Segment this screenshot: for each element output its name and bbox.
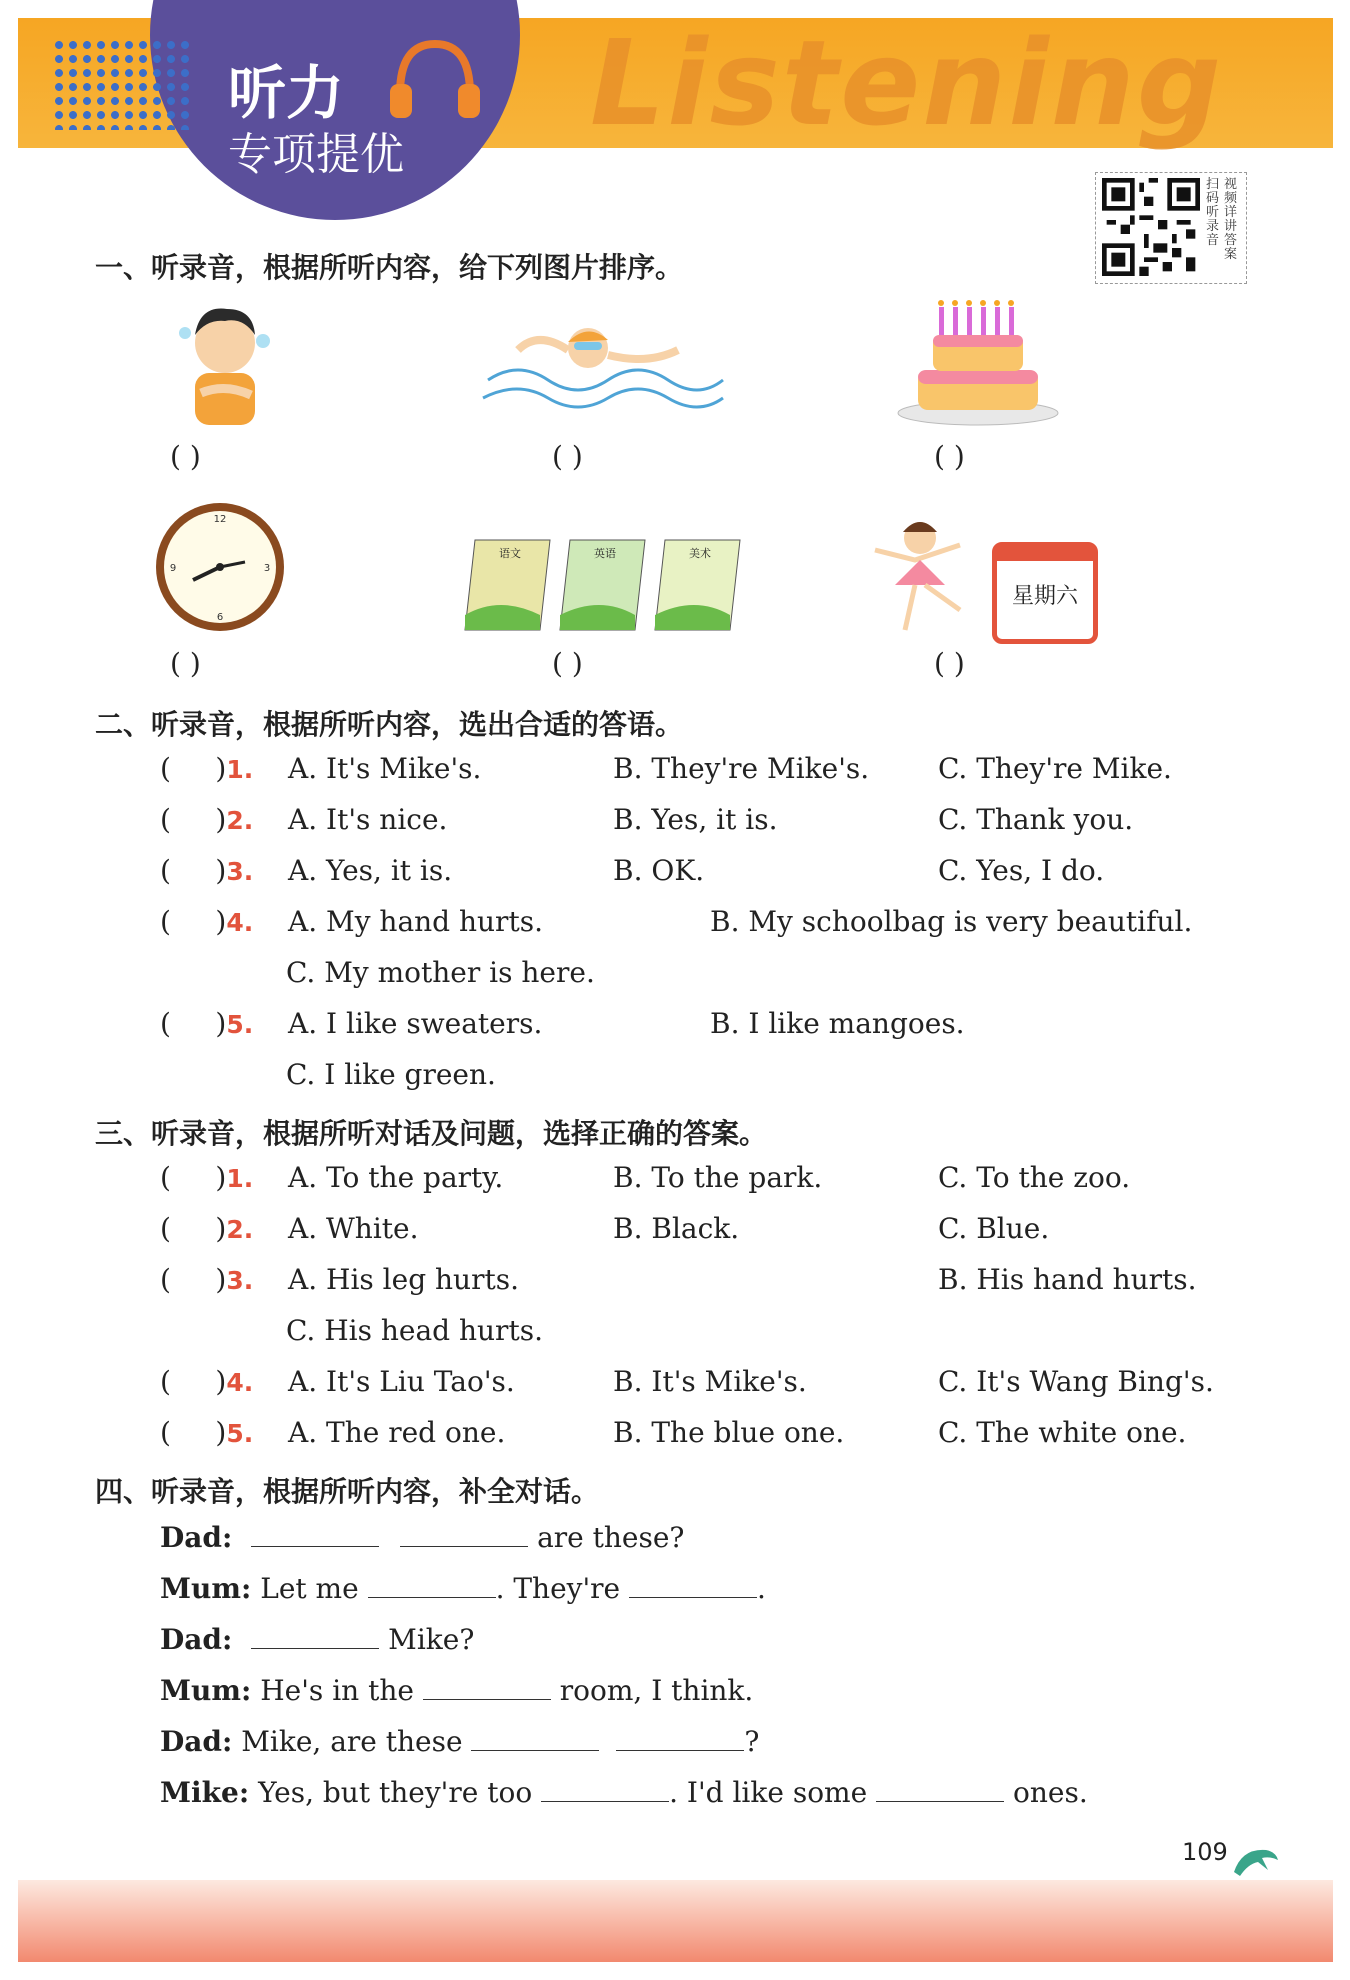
speaker: Mum:	[160, 1674, 252, 1707]
speaker: Dad:	[160, 1725, 233, 1758]
s2-q5-option-c[interactable]: C. I like green.	[286, 1058, 496, 1091]
dialogue-text: .	[757, 1572, 766, 1605]
s3-q1-option-c[interactable]: C. To the zoo.	[938, 1161, 1131, 1194]
s2-q2-option-b[interactable]: B. Yes, it is.	[613, 803, 778, 836]
s3-q4-option-c[interactable]: C. It's Wang Bing's.	[938, 1365, 1214, 1398]
speaker: Dad:	[160, 1521, 233, 1554]
blank-input[interactable]	[368, 1571, 496, 1598]
answer-paren-2[interactable]: ( )	[552, 440, 583, 473]
s2-q1-option-c[interactable]: C. They're Mike.	[938, 752, 1172, 785]
blank-input[interactable]	[629, 1571, 757, 1598]
answer-paren-3[interactable]: ( )	[934, 440, 965, 473]
s3-q4-paren[interactable]: ( )4.	[160, 1365, 254, 1398]
calendar-text: 星期六	[1011, 584, 1078, 609]
s3-q1-paren[interactable]: ( )1.	[160, 1161, 254, 1194]
s3-q5-paren[interactable]: ( )5.	[160, 1416, 254, 1449]
s3-q3-option-a[interactable]: A. His leg hurts.	[288, 1263, 519, 1296]
dialogue-line-3	[160, 1622, 474, 1656]
dancing-girl-icon	[865, 510, 975, 645]
dialogue-text: room, I think.	[559, 1674, 754, 1707]
dialogue-text: Let me	[260, 1572, 359, 1605]
question-number: 3.	[226, 857, 254, 886]
dialogue-line-6	[160, 1775, 1088, 1809]
headphones-icon	[385, 34, 485, 124]
section2-title: 二、听录音，根据所听内容，选出合适的答语。	[95, 708, 684, 741]
s2-q2-option-a[interactable]: A. It's nice.	[288, 803, 448, 836]
answer-paren-4[interactable]: ( )	[170, 647, 201, 680]
cold-boy-icon	[165, 295, 285, 430]
dialogue-text: ones.	[1012, 1776, 1088, 1809]
dialogue-line-5	[160, 1724, 759, 1758]
s3-q3-paren[interactable]: ( )3.	[160, 1263, 254, 1296]
blank-input[interactable]	[471, 1724, 599, 1751]
s2-q3-option-b[interactable]: B. OK.	[613, 854, 705, 887]
s3-q4-option-b[interactable]: B. It's Mike's.	[613, 1365, 807, 1398]
s3-q2-paren[interactable]: ( )2.	[160, 1212, 254, 1245]
svg-text:6: 6	[216, 612, 224, 623]
s3-q2-option-c[interactable]: C. Blue.	[938, 1212, 1050, 1245]
qr-text-left: 扫码听录音	[1206, 177, 1220, 248]
s3-q5-option-c[interactable]: C. The white one.	[938, 1416, 1187, 1449]
blank-input[interactable]	[541, 1775, 669, 1802]
blank-input[interactable]	[876, 1775, 1004, 1802]
blank-input[interactable]	[400, 1520, 528, 1547]
s2-q3-paren[interactable]: ( )3.	[160, 854, 254, 887]
section1-title: 一、听录音，根据所听内容，给下列图片排序。	[95, 251, 684, 284]
dialogue-line-2	[160, 1571, 766, 1605]
header-watermark: Listening	[590, 14, 1224, 152]
dialogue-text: . I'd like some	[669, 1776, 868, 1809]
answer-paren-5[interactable]: ( )	[552, 647, 583, 680]
dialogue-text: are these?	[537, 1521, 685, 1554]
answer-paren-1[interactable]: ( )	[170, 440, 201, 473]
question-number: 3.	[226, 1266, 254, 1295]
section4-title: 四、听录音，根据所听内容，补全对话。	[95, 1475, 600, 1508]
s2-q1-option-b[interactable]: B. They're Mike's.	[613, 752, 870, 785]
question-number: 4.	[226, 908, 254, 937]
s2-q3-option-c[interactable]: C. Yes, I do.	[938, 854, 1105, 887]
svg-text:3: 3	[263, 563, 271, 574]
s3-q1-option-a[interactable]: A. To the party.	[288, 1161, 504, 1194]
page-number: 109	[1182, 1838, 1228, 1866]
s2-q4-paren[interactable]: ( )4.	[160, 905, 254, 938]
blank-input[interactable]	[616, 1724, 744, 1751]
badge-subtitle: 专项提优	[228, 129, 404, 180]
s2-q5-option-b[interactable]: B. I like mangoes.	[710, 1007, 965, 1040]
blank-input[interactable]	[423, 1673, 551, 1700]
s3-q2-option-a[interactable]: A. White.	[288, 1212, 419, 1245]
question-number: 5.	[226, 1419, 254, 1448]
speaker: Dad:	[160, 1623, 233, 1656]
speaker: Mike:	[160, 1776, 250, 1809]
blank-input[interactable]	[251, 1622, 379, 1649]
s2-q2-option-c[interactable]: C. Thank you.	[938, 803, 1134, 836]
dolphin-icon	[1232, 1842, 1280, 1882]
s3-q4-option-a[interactable]: A. It's Liu Tao's.	[288, 1365, 515, 1398]
dialogue-text: Yes, but they're too	[258, 1776, 533, 1809]
question-number: 2.	[226, 806, 254, 835]
book-label-chinese: 语文	[499, 547, 521, 560]
dialogue-text: Mike?	[388, 1623, 475, 1656]
s2-q3-option-a[interactable]: A. Yes, it is.	[288, 854, 453, 887]
s2-q4-option-a[interactable]: A. My hand hurts.	[288, 905, 543, 938]
question-number: 4.	[226, 1368, 254, 1397]
s2-q1-paren[interactable]: ( )1.	[160, 752, 254, 785]
s2-q5-paren[interactable]: ( )5.	[160, 1007, 254, 1040]
dialogue-text: ?	[744, 1725, 760, 1758]
swimming-icon	[478, 310, 728, 420]
s2-q5-option-a[interactable]: A. I like sweaters.	[288, 1007, 543, 1040]
question-number: 5.	[226, 1010, 254, 1039]
s3-q3-option-c[interactable]: C. His head hurts.	[286, 1314, 543, 1347]
dialogue-line-4	[160, 1673, 753, 1707]
blank-input[interactable]	[251, 1520, 379, 1547]
s3-q2-option-b[interactable]: B. Black.	[613, 1212, 740, 1245]
svg-text:9: 9	[169, 563, 177, 574]
qr-text-right: 视频详讲答案	[1224, 177, 1238, 262]
dialogue-line-1	[160, 1520, 684, 1554]
s3-q5-option-b[interactable]: B. The blue one.	[613, 1416, 845, 1449]
speaker: Mum:	[160, 1572, 252, 1605]
dot-pattern	[52, 38, 192, 130]
answer-paren-6[interactable]: ( )	[934, 647, 965, 680]
badge-title: 听力	[228, 59, 345, 127]
svg-text:12: 12	[213, 514, 227, 525]
calendar-icon	[992, 542, 1098, 644]
s2-q1-option-a[interactable]: A. It's Mike's.	[288, 752, 482, 785]
dialogue-text: Mike, are these	[241, 1725, 463, 1758]
book-label-english: 英语	[594, 547, 616, 560]
s2-q2-paren[interactable]: ( )2.	[160, 803, 254, 836]
s2-q4-option-c[interactable]: C. My mother is here.	[286, 956, 595, 989]
dialogue-text: He's in the	[260, 1674, 414, 1707]
books-icon	[460, 535, 745, 635]
s3-q5-option-a[interactable]: A. The red one.	[288, 1416, 506, 1449]
s2-q4-option-b[interactable]: B. My schoolbag is very beautiful.	[710, 905, 1193, 938]
question-number: 1.	[226, 755, 254, 784]
s3-q1-option-b[interactable]: B. To the park.	[613, 1161, 823, 1194]
clock-icon	[153, 500, 288, 635]
book-label-art: 美术	[689, 547, 711, 560]
birthday-cake-icon	[893, 295, 1063, 430]
s3-q3-option-b[interactable]: B. His hand hurts.	[938, 1263, 1197, 1296]
footer-band	[18, 1880, 1333, 1962]
section3-title: 三、听录音，根据所听对话及问题，选择正确的答案。	[95, 1117, 768, 1150]
dialogue-text: . They're	[495, 1572, 621, 1605]
qr-code-icon[interactable]	[1102, 178, 1200, 276]
question-number: 1.	[226, 1164, 254, 1193]
question-number: 2.	[226, 1215, 254, 1244]
